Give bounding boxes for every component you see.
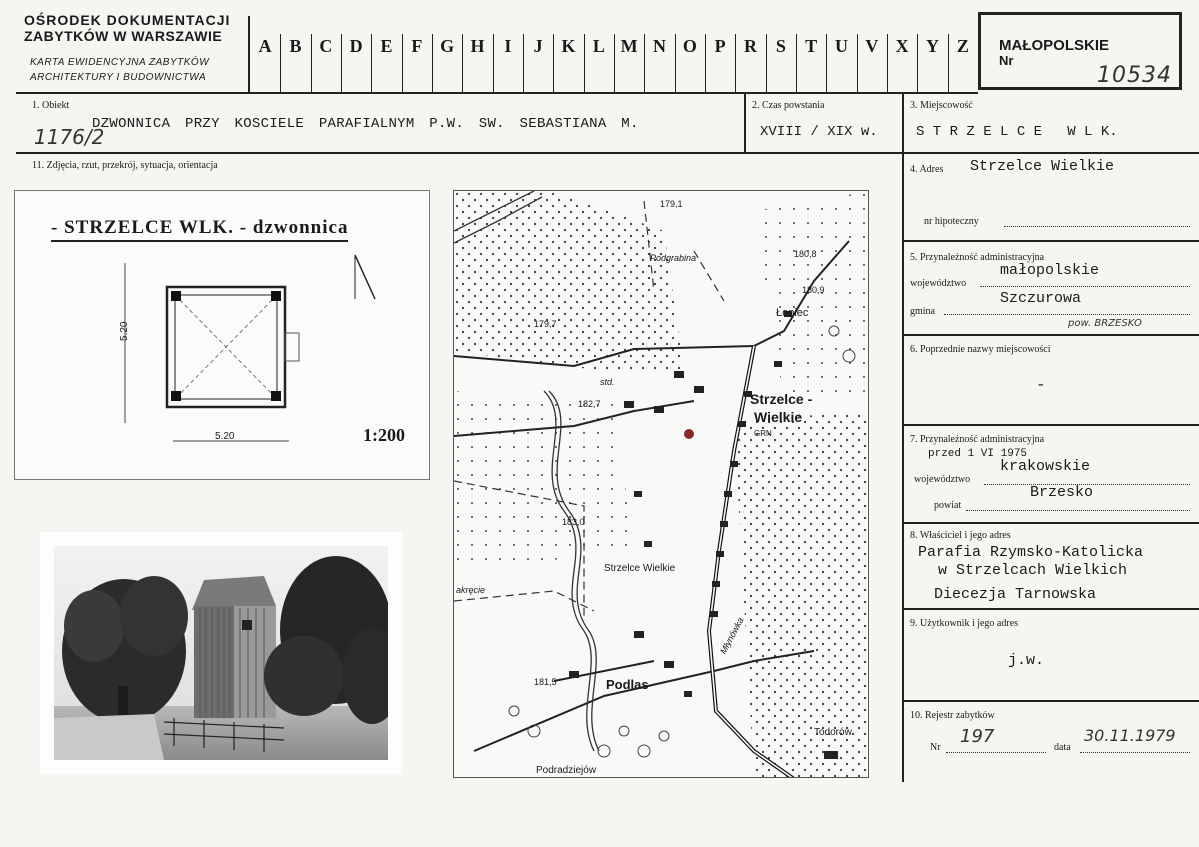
map-label-h4: 179,7: [534, 319, 557, 329]
plan-dim-horizontal: 5.20: [215, 431, 235, 442]
przyn-label: 5. Przynależność administracyjna: [910, 252, 1045, 263]
map-label-h3: 180,9: [802, 285, 825, 295]
map-label-town2: Wielkie: [754, 409, 803, 425]
adres-value: Strzelce Wielkie: [970, 158, 1115, 175]
woj-label: województwo: [910, 278, 967, 289]
letter-index-cell: N: [652, 36, 666, 56]
region-box: [978, 12, 1182, 90]
plan-drawing: [14, 190, 430, 480]
letter-index-divider: [311, 34, 312, 92]
miejsc-label: 3. Miejscowość: [910, 100, 973, 111]
letter-index-cell: Y: [925, 36, 939, 56]
letter-index-cell: L: [592, 36, 605, 56]
letter-index-cell: B: [289, 36, 302, 56]
region-nr-label: Nr: [999, 53, 1014, 68]
hip-label: nr hipoteczny: [924, 216, 979, 227]
letter-index-divider: [432, 34, 433, 92]
przyn2-label: 7. Przynależność administracyjna: [910, 434, 1045, 445]
map-label-h6: 183,0: [562, 517, 585, 527]
letter-index-divider: [857, 34, 858, 92]
rejestr-data-line: [1080, 752, 1190, 753]
map-label-strzelce-small: Strzelce Wielkie: [604, 563, 676, 574]
map-label-h7: 181,5: [534, 677, 557, 687]
map-label-skrecie: akręcie: [456, 585, 486, 595]
location-map: [453, 190, 869, 778]
letter-index-divider: [493, 34, 494, 92]
map-label-podradziejow: Podradziejów: [536, 765, 597, 776]
letter-index-cell: V: [865, 36, 879, 56]
rejestr-label: 10. Rejestr zabytków: [910, 710, 995, 721]
letter-index-cell: R: [743, 36, 757, 56]
rejestr-nr-line: [946, 752, 1046, 753]
map-label-town1: Strzelce -: [750, 391, 813, 407]
powiat-label: powiat: [934, 500, 962, 511]
region-name: MAŁOPOLSKIE: [999, 37, 1110, 54]
letter-index-divider: [735, 34, 736, 92]
plan-dim-vertical: 5.20: [119, 321, 130, 341]
letter-index-cell: O: [682, 36, 697, 56]
woj2-label: województwo: [914, 474, 971, 485]
letter-index-cell: H: [470, 36, 485, 56]
uzyt-label: 9. Użytkownik i jego adres: [910, 618, 1019, 629]
rejestr-data-label: data: [1054, 742, 1071, 753]
letter-index-divider: [614, 34, 615, 92]
gmina-line: [944, 314, 1190, 315]
photos-label: 11. Zdjęcia, rzut, przekrój, sytuacja, orientacja: [32, 160, 218, 171]
letter-index-cell: S: [775, 36, 786, 56]
letter-index-divider: [402, 34, 403, 92]
czas-label: 2. Czas powstania: [752, 100, 825, 111]
map-label-h2: 180,8: [794, 249, 817, 259]
letter-index-cell: P: [714, 36, 726, 56]
map-label-grn: GRN: [754, 429, 772, 438]
plan-scale: 1:200: [363, 425, 405, 445]
org-name-line2: ZABYTKÓW W WARSZAWIE: [24, 28, 223, 44]
map-svg: [454, 191, 869, 778]
letter-index-cell: T: [805, 36, 818, 56]
gmina-value: Szczurowa: [1000, 290, 1082, 307]
map-label-h5: 182,7: [578, 399, 601, 409]
woj-line: [980, 286, 1190, 287]
letter-index-divider: [705, 34, 706, 92]
letter-index-divider: [644, 34, 645, 92]
letter-index-cell: J: [533, 36, 543, 56]
wlasc-line3: Diecezja Tarnowska: [934, 586, 1097, 603]
map-label-h1: 179,1: [660, 199, 683, 209]
letter-index-divider: [341, 34, 342, 92]
letter-index-cell: G: [440, 36, 455, 56]
letter-index-cell: M: [620, 36, 638, 56]
gmina-label: gmina: [910, 306, 935, 317]
uzyt-value: j.w.: [1008, 652, 1045, 669]
poprz-value: -: [1036, 376, 1046, 394]
letter-index-cell: C: [319, 36, 333, 56]
obiekt-ref: 1176/2: [34, 125, 105, 149]
region-nr-value: 10534: [1097, 63, 1172, 88]
woj2-value: krakowskie: [1000, 458, 1091, 475]
map-label-todorow: Todorów: [814, 727, 852, 738]
letter-index-divider: [371, 34, 372, 92]
rejestr-data-value: 30.11.1979: [1084, 726, 1176, 745]
letter-index-cell: I: [504, 36, 512, 56]
obiekt-value: DZWONNICA PRZY KOSCIELE PARAFIALNYM P.W. SW. SEBASTIANA M.: [92, 116, 639, 132]
rejestr-nr-value: 197: [960, 726, 995, 747]
powiat-note: pow. BRZESKO: [1068, 318, 1142, 329]
card-type-line1: KARTA EWIDENCYJNA ZABYTKÓW: [30, 57, 210, 68]
letter-index-divider: [553, 34, 554, 92]
letter-index-divider: [917, 34, 918, 92]
letter-index-cell: E: [380, 36, 393, 56]
letter-index-divider: [826, 34, 827, 92]
letter-index-divider: [766, 34, 767, 92]
czas-value: XVIII / XIX w.: [760, 124, 878, 140]
wlasc-line1: Parafia Rzymsko-Katolicka: [918, 544, 1144, 561]
letter-index-divider: [584, 34, 585, 92]
map-label-mlynowka: Młynówka: [718, 615, 746, 656]
letter-index-divider: [887, 34, 888, 92]
letter-index-divider: [948, 34, 949, 92]
card-type-line2: ARCHITEKTURY I BUDOWNICTWA: [30, 72, 207, 83]
letter-index-cell: X: [895, 36, 909, 56]
map-label-std: std.: [600, 377, 615, 387]
powiat-line: [966, 510, 1190, 511]
belfry-photo: [40, 532, 402, 774]
letter-index-cell: A: [258, 36, 272, 56]
plan-title: - STRZELCE WLK. - dzwonnica: [51, 217, 348, 242]
letter-index-divider: [523, 34, 524, 92]
hip-line: [1004, 226, 1190, 227]
letter-index-cell: D: [349, 36, 363, 56]
letter-index-divider: [462, 34, 463, 92]
map-label-loniec: Łoniec: [776, 307, 809, 319]
map-label-podlas: Podlas: [606, 677, 649, 692]
photo-image: [54, 546, 388, 760]
wlasc-line2: w Strzelcach Wielkich: [938, 562, 1128, 579]
letter-index-cell: Z: [956, 36, 969, 56]
org-name-line1: OŚRODEK DOKUMENTACJI: [24, 12, 231, 28]
letter-index-divider: [796, 34, 797, 92]
rejestr-nr-label: Nr: [930, 742, 941, 753]
miejsc-value: S T R Z E L C E W L K.: [916, 124, 1118, 140]
map-label-podgrabina: Podgrabina: [650, 253, 697, 263]
powiat-value: Brzesko: [1030, 484, 1094, 501]
woj-value: małopolskie: [1000, 262, 1100, 279]
letter-index-cell: U: [834, 36, 848, 56]
poprz-label: 6. Poprzednie nazwy miejscowości: [910, 344, 1051, 355]
wlasc-label: 8. Właściciel i jego adres: [910, 530, 1011, 541]
obiekt-label: 1. Obiekt: [32, 100, 70, 111]
letter-index-divider: [675, 34, 676, 92]
letter-index-cell: F: [411, 36, 423, 56]
adres-label: 4. Adres: [910, 164, 944, 175]
letter-index-cell: K: [561, 36, 576, 56]
przyn2-sub: przed 1 VI 1975: [928, 448, 1028, 460]
letter-index-divider: [280, 34, 281, 92]
